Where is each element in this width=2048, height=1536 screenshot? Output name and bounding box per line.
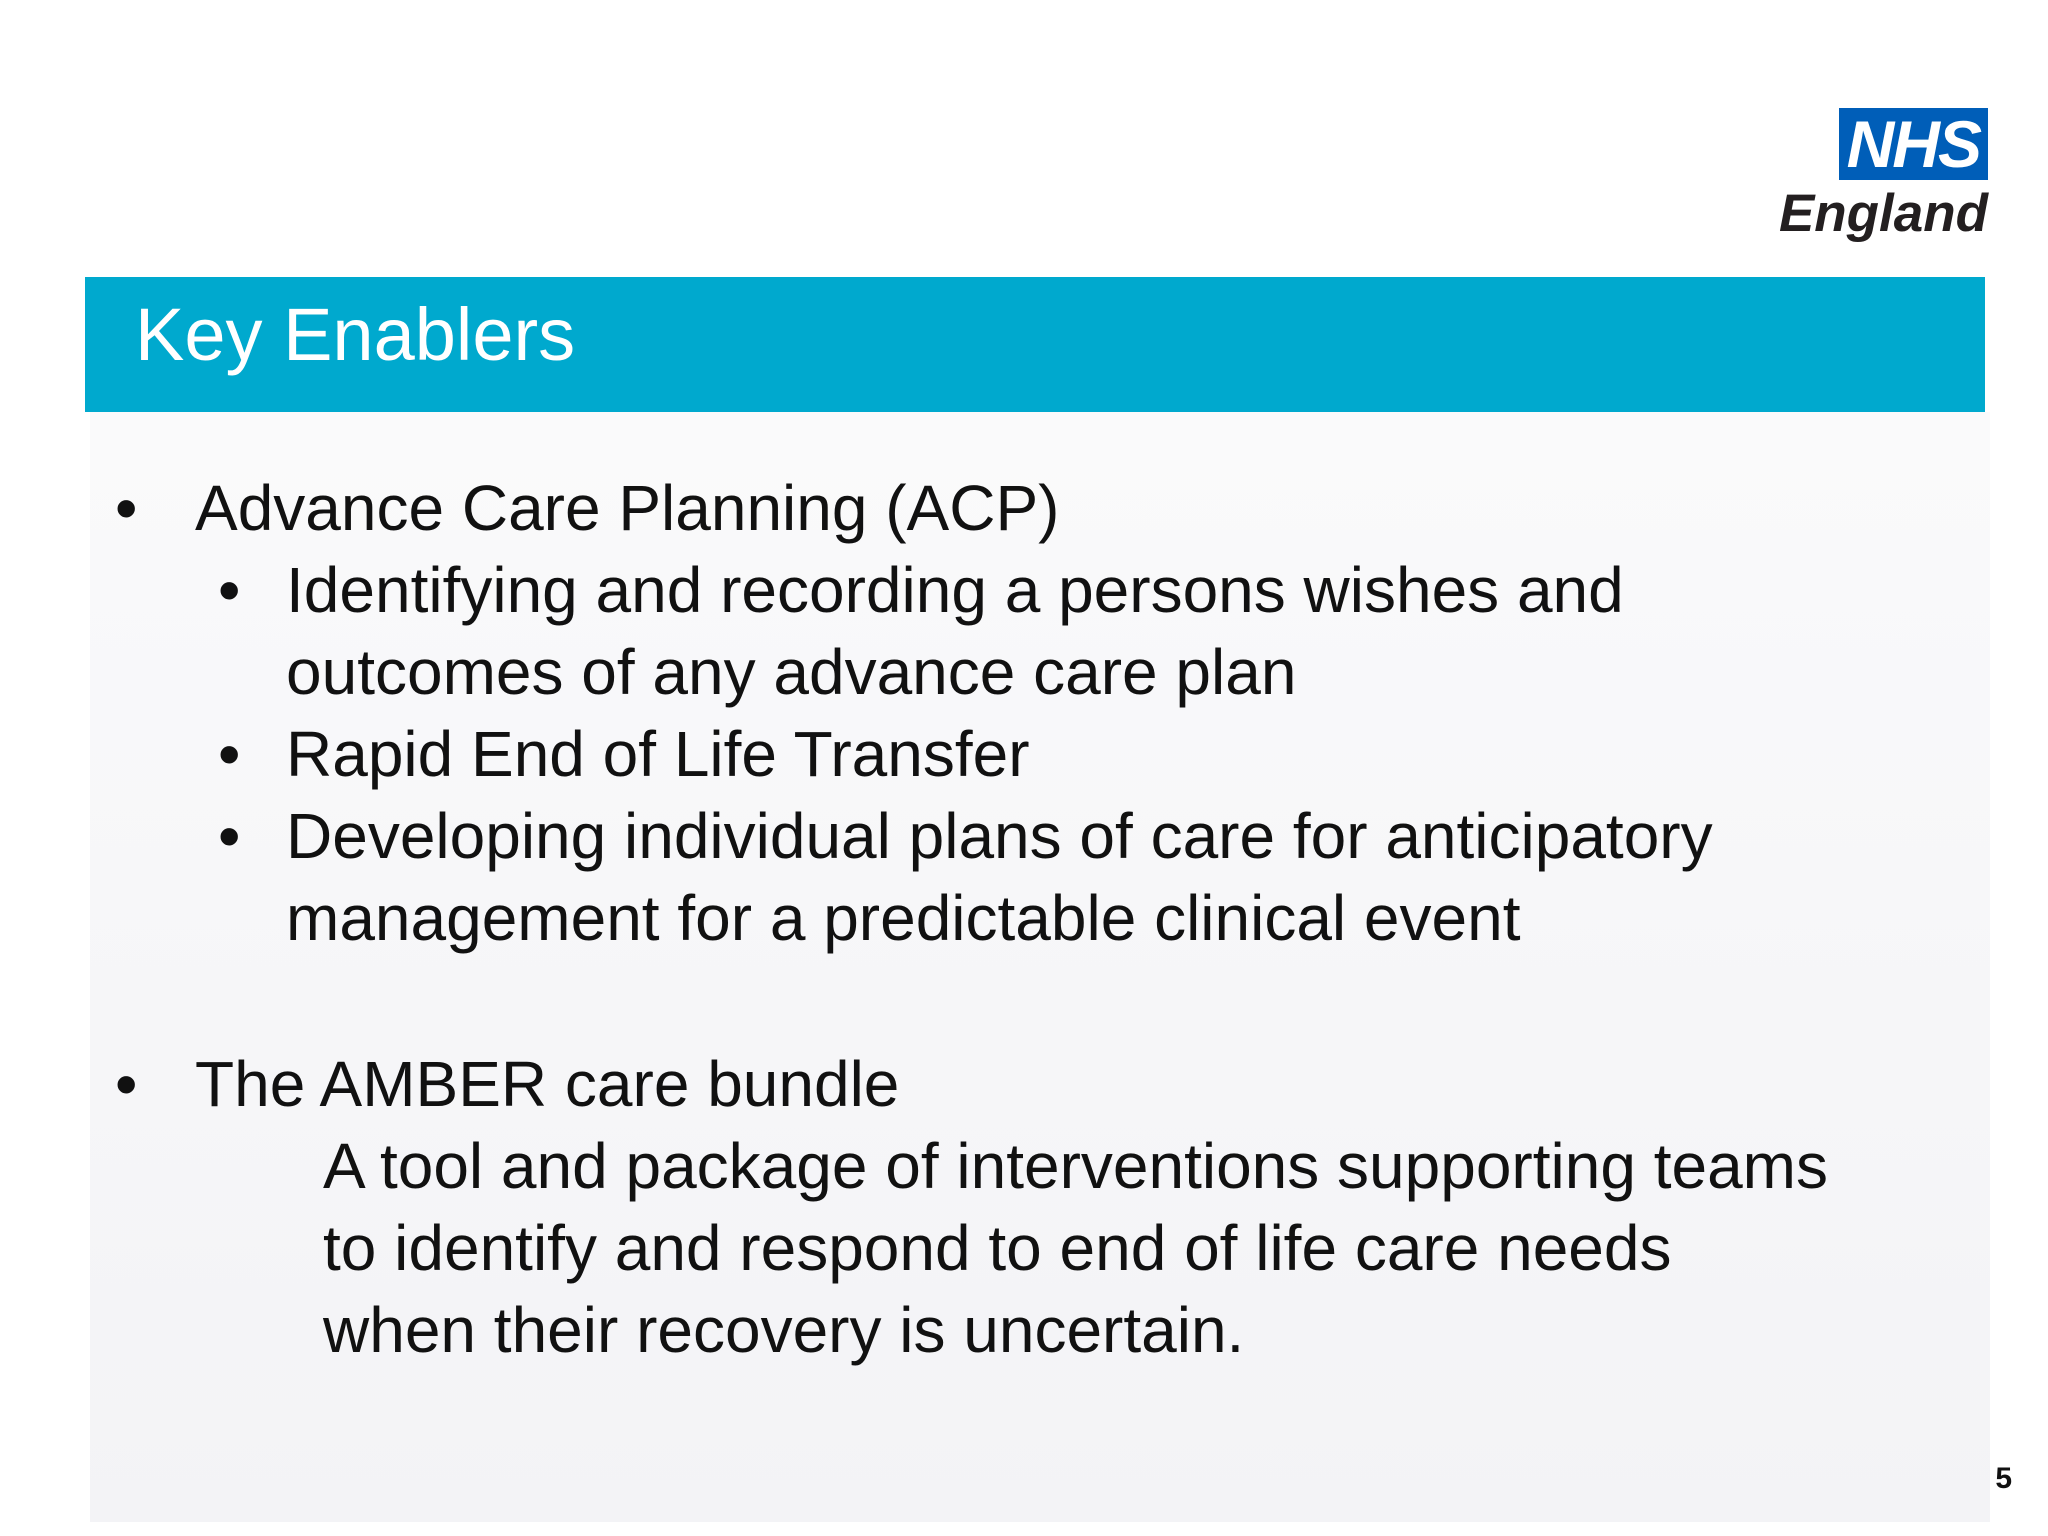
slide-title: Key Enablers (135, 293, 576, 376)
nhs-logo-box: NHS (1839, 108, 1988, 180)
bullet-acp: Advance Care Planning (ACP) (195, 472, 1060, 544)
bullet-amber: The AMBER care bundle (195, 1048, 900, 1120)
sub-bullet-developing-line-2: management for a predictable clinical event (286, 882, 1521, 954)
page-number: 5 (1995, 1462, 2012, 1495)
amber-description-line-2: to identify and respond to end of life care needs (323, 1212, 1672, 1284)
england-logo-text: England (1778, 184, 1988, 243)
sub-bullet-marker: • (218, 554, 241, 626)
sub-bullet-rapid-transfer: Rapid End of Life Transfer (286, 718, 1030, 790)
sub-bullet-developing-line-1: Developing individual plans of care for anticipatory (286, 800, 1713, 872)
bullet-marker: • (115, 1048, 138, 1120)
sub-bullet-identifying-line-2: outcomes of any advance care plan (286, 636, 1297, 708)
sub-bullet-identifying-line-1: Identifying and recording a persons wishes and (286, 554, 1624, 626)
amber-description-line-3: when their recovery is uncertain. (323, 1294, 1245, 1366)
bullet-marker: • (115, 472, 138, 544)
sub-bullet-marker: • (218, 800, 241, 872)
sub-bullet-marker: • (218, 718, 241, 790)
amber-description-line-1: A tool and package of interventions supporting teams (323, 1130, 1828, 1202)
